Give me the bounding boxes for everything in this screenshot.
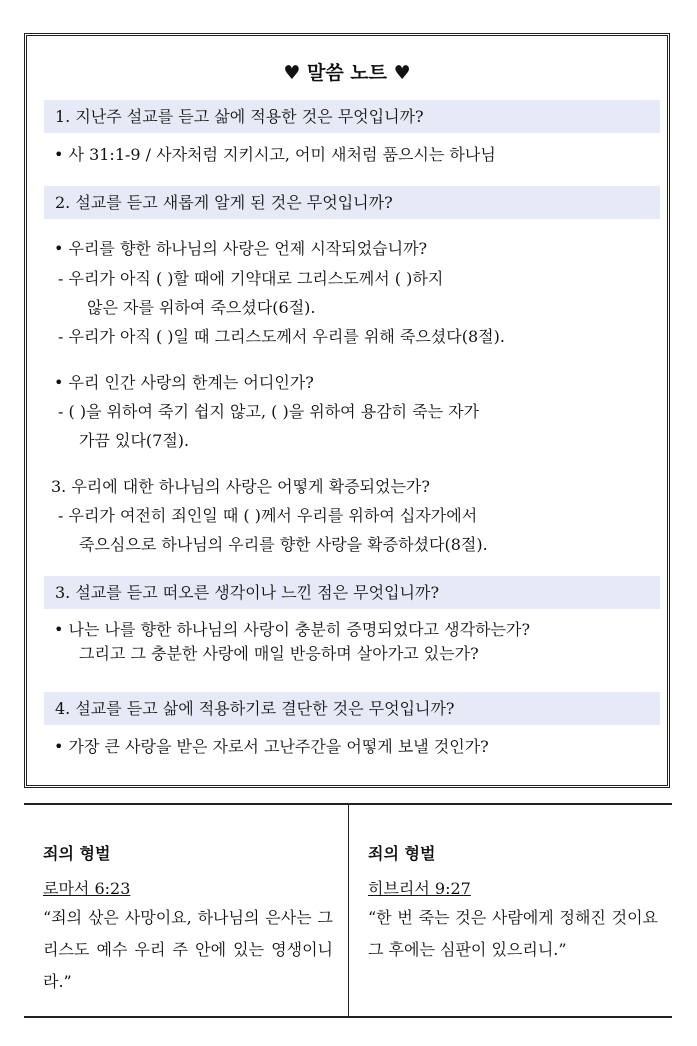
q2-line: • 우리 인간 사랑의 한계는 어디인가? xyxy=(54,373,314,392)
q2-line: 죽으심으로 하나님의 우리를 향한 사랑을 확증하셨다(8절). xyxy=(79,535,488,554)
verse-column-divider xyxy=(348,805,349,1016)
q2-line: - ( )을 위하여 죽기 쉽지 않고, ( )을 위하여 용감히 죽는 자가 xyxy=(58,402,480,421)
sermon-note-box xyxy=(24,33,670,788)
question-4-answer: • 가장 큰 사랑을 받은 자로서 고난주간을 어떻게 보낼 것인가? xyxy=(54,737,489,756)
question-2-heading: 2. 설교를 듣고 새롭게 알게 된 것은 무엇입니까? xyxy=(44,186,660,219)
question-1-heading: 1. 지난주 설교를 듣고 삶에 적용한 것은 무엇입니까? xyxy=(44,100,660,133)
verse-section-bottom-rule xyxy=(24,1016,672,1018)
verse-1-text: “죄의 삯은 사망이요, 하나님의 은사는 그리스도 예수 우리 주 안에 있는 영생이니라.” xyxy=(43,908,333,991)
q3-line: • 나는 나를 향한 하나님의 사랑이 충분히 증명되었다고 생각하는가? xyxy=(54,620,531,639)
question-4-heading: 4. 설교를 듣고 삶에 적용하기로 결단한 것은 무엇입니까? xyxy=(44,692,660,725)
question-1-answer: • 사 31:1-9 / 사자처럼 지키시고, 어미 새처럼 품으시는 하나님 xyxy=(54,145,496,164)
q2-line: 가끔 있다(7절). xyxy=(79,431,190,450)
q2-line: - 우리가 아직 ( )일 때 그리스도께서 우리를 위해 죽으셨다(8절). xyxy=(58,327,505,346)
q2-line: 않은 자를 위하여 죽으셨다(6절). xyxy=(87,298,316,317)
question-3-heading: 3. 설교를 듣고 떠오른 생각이나 느낀 점은 무엇입니까? xyxy=(44,576,660,609)
verse-2-reference: 히브리서 9:27 xyxy=(368,879,471,898)
verse-2-heading: 죄의 형벌 xyxy=(368,844,436,863)
q2-line: - 우리가 여전히 죄인일 때 ( )께서 우리를 위하여 십자가에서 xyxy=(58,506,478,525)
q2-line: 3. 우리에 대한 하나님의 사랑은 어떻게 확증되었는가? xyxy=(51,477,430,496)
q2-line: • 우리를 향한 하나님의 사랑은 언제 시작되었습니까? xyxy=(54,239,428,258)
q2-line: - 우리가 아직 ( )할 때에 기약대로 그리스도께서 ( )하지 xyxy=(58,269,444,288)
note-title: ♥ 말씀 노트 ♥ xyxy=(283,62,411,84)
verse-1-reference: 로마서 6:23 xyxy=(43,879,131,898)
verse-2-text: “한 번 죽는 것은 사람에게 정해진 것이요 그 후에는 심판이 있으리니.” xyxy=(368,908,658,959)
verse-1-heading: 죄의 형벌 xyxy=(43,844,111,863)
q3-line: 그리고 그 충분한 사랑에 매일 반응하며 살아가고 있는가? xyxy=(79,644,479,663)
